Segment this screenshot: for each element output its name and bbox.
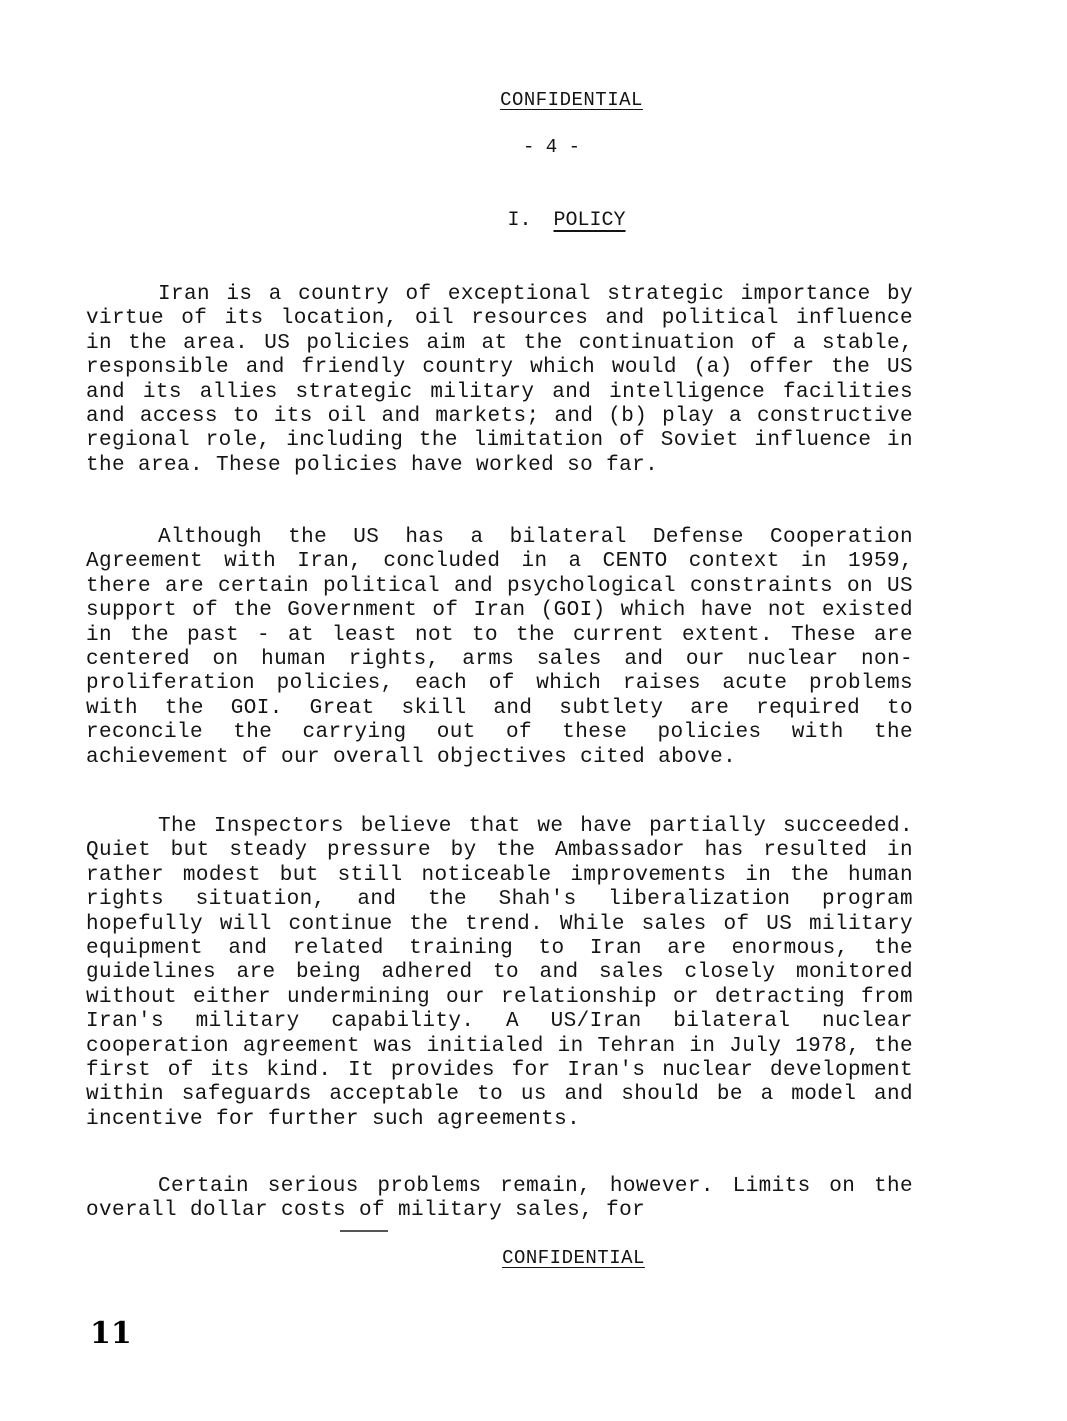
page-marker [0,136,1067,158]
footer-page-number: 11 [90,1316,132,1351]
body-paragraph: The Inspectors believe that we have partially succeeded. Quiet but steady pressure by the Ambassador has resulted in rather modest but still noticeable improvements in the human rights situation, and the Shah's liberalization program hopefully will continue the trend. While sales of US military equipment and related training to Iran are enormous, the guidelines are being adhered to and sales closely monitored without either undermining our relationship or detracting from Iran's military capability. A US/Iran bilateral nuclear cooperation agreement was initialed in Tehran in July 1978, the first of its kind. It provides for Iran's nuclear development within safeguards acceptable to us and should be a model and incentive for further such agreements. [86,815,913,1131]
footer-classification-text: CONFIDENTIAL [502,1247,645,1269]
section-number: I. [507,209,532,232]
body-paragraph: Certain serious problems remain, however. Limits on the overall dollar costs of military sales, for [86,1175,913,1223]
body-paragraph: Although the US has a bilateral Defense Cooperation Agreement with Iran, concluded in a CENTO context in 1959, there are certain political and psychological constraints on US support of the Government of Iran (GOI) which have not existed in the past - at least not to the current extent. These are centered on human rights, arms sales and our nuclear non-proliferation policies, each of which raises acute problems with the GOI. Great skill and subtlety are required to reconcile the carrying out of these policies with the achievement of our overall objectives cited above. [86,526,913,769]
section-heading-inner [507,209,625,232]
section-heading [0,209,1067,232]
page-marker-text: - 4 - [522,136,580,158]
body-paragraph: Iran is a country of exceptional strategic importance by virtue of its location, oil resources and political influence in the area. US policies aim at the continuation of a stable, responsible and friendly country which would (a) offer the US and its allies strategic military and intelligence facilities and access to its oil and markets; and (b) play a constructive regional role, including the limitation of Soviet influence in the area. These policies have worked so far. [86,283,913,477]
header-classification-marking [0,89,1067,111]
header-classification-text: CONFIDENTIAL [500,89,643,111]
footer-classification-marking [0,1247,1067,1269]
section-title: POLICY [553,209,626,232]
page-break-dash [340,1230,388,1232]
